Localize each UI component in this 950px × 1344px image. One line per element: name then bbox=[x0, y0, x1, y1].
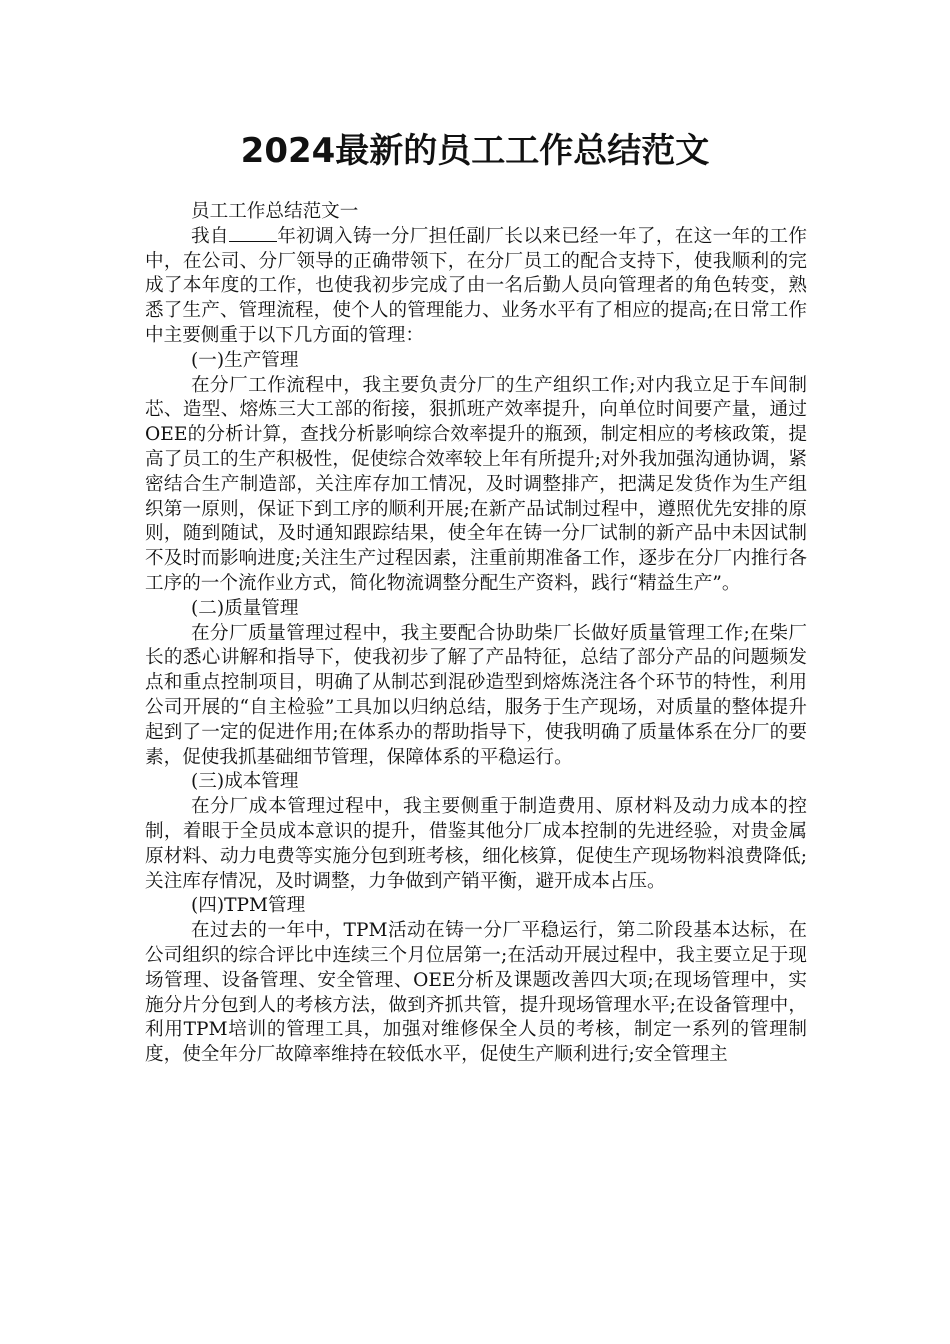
section-text-tpm: 在过去的一年中，TPM活动在铸一分厂平稳运行，第二阶段基本达标，在公司组织的综合评比中连续三个月位居第一;在活动开展过程中，我主要立足于现场管理、设备管理、安全管理、OEE分析及课题改善四大项;在现场管理中，实施分片分包到人的考核方法，做到齐抓共管，提升现场管理水平;在设备管理中，利用TPM培训的管理工具，加强对维修保全人员的考核，制定一系列的管理制度，使全年分厂故障率维持在较低水平，促使生产顺利进行;安全管理主 bbox=[145, 920, 807, 1066]
intro-after-blank: 年初调入铸一分厂担任副厂长以来已经一年了，在这一年的工作中，在公司、分厂领导的正确带领下，在分厂员工的配合支持下，使我顺利的完成了本年度的工作，也使我初步完成了由一名后勤人员向管理者的角色转变，熟悉了生产、管理流程，使个人的管理能力、业务水平有了相应的提高;在日常工作中主要侧重于以下几方面的管理： bbox=[145, 225, 807, 346]
section-heading-quality: (二)质量管理 bbox=[191, 597, 299, 619]
intro-before-blank: 我自 bbox=[191, 225, 229, 247]
section-text-quality: 在分厂质量管理过程中，我主要配合协助柴厂长做好质量管理工作;在柴厂长的悉心讲解和指导下，使我初步了解了产品特征，总结了部分产品的问题频发点和重点控制项目，明确了从制芯到混砂造型到熔炼浇注各个环节的特性，利用公司开展的“自主检验”工具加以归纳总结，服务于生产现场，对质量的整体提升起到了一定的促进作用;在体系办的帮助指导下，使我明确了质量体系在分厂的要素，促使我抓基础细节管理，保障体系的平稳运行。 bbox=[145, 622, 807, 768]
document-body bbox=[145, 200, 807, 1068]
section-heading-cost: (三)成本管理 bbox=[191, 771, 299, 793]
section-text-cost: 在分厂成本管理过程中，我主要侧重于制造费用、原材料及动力成本的控制，着眼于全员成本意识的提升，借鉴其他分厂成本控制的先进经验，对贵金属原材料、动力电费等实施分包到班考核，细化核算，促使生产现场物料浪费降低;关注库存情况，及时调整，力争做到产销平衡，避开成本占压。 bbox=[145, 796, 807, 892]
fill-in-blank bbox=[229, 227, 277, 242]
section-text-production: 在分厂工作流程中，我主要负责分厂的生产组织工作;对内我立足于车间制芯、造型、熔炼三大工部的衔接，狠抓班产效率提升，向单位时间要产量，通过OEE的分析计算，查找分析影响综合效率提升的瓶颈，制定相应的考核政策，提高了员工的生产积极性，促使综合效率较上年有所提升;对外我加强沟通协调，紧密结合生产制造部，关注库存加工情况，及时调整排产，把满足发货作为生产组织第一原则，保证下到工序的顺利开展;在新产品试制过程中，遵照优先安排的原则，随到随试，及时通知跟踪结果，使全年在铸一分厂试制的新产品中未因试制不及时而影响进度;关注生产过程因素，注重前期准备工作，逐步在分厂内推行各工序的一个流作业方式，简化物流调整分配生产资料，践行“精益生产”。 bbox=[145, 374, 807, 594]
subtitle: 员工工作总结范文一 bbox=[191, 201, 359, 222]
document-title: 2024最新的员工工作总结范文 bbox=[240, 131, 710, 171]
intro-paragraph bbox=[145, 225, 807, 349]
section-heading-production: (一)生产管理 bbox=[191, 349, 299, 371]
section-heading-tpm: (四)TPM管理 bbox=[191, 895, 306, 917]
